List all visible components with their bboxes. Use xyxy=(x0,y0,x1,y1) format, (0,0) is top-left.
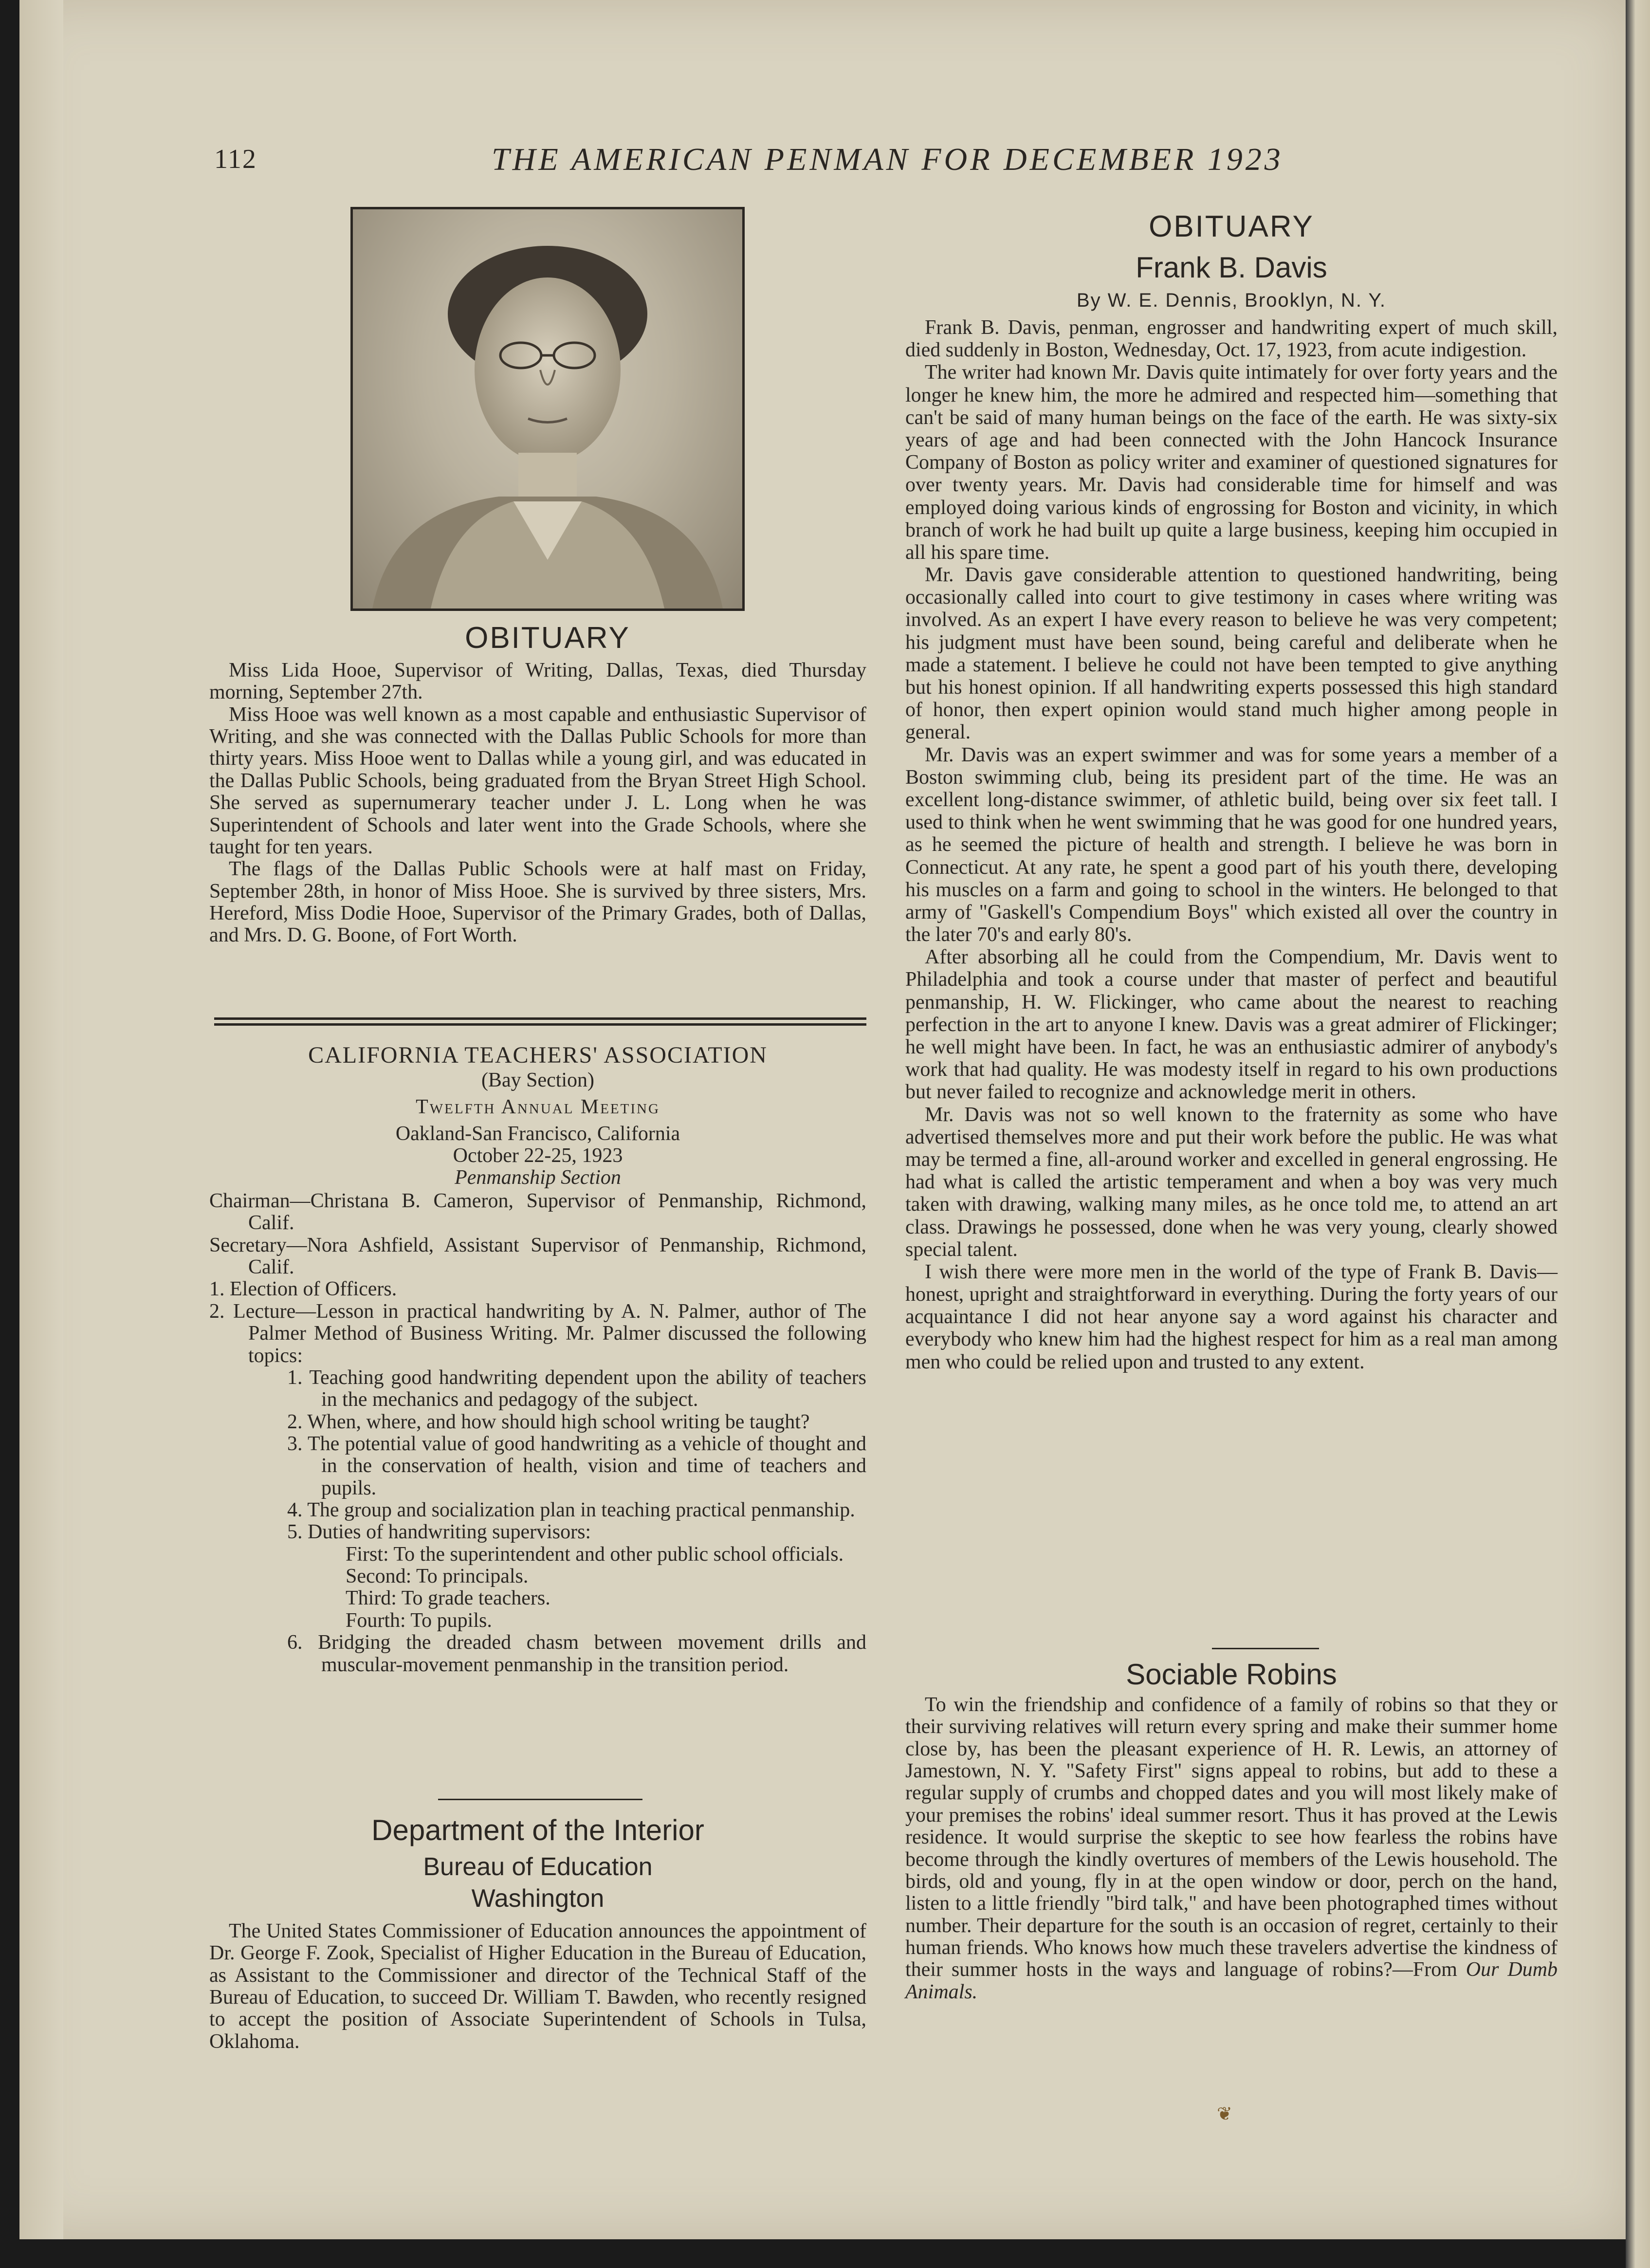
list-item: 2. Lecture—Lesson in practical handwriting by A. N. Palmer, author of The Palmer Method of Business Writing. Mr. Palmer discussed the following topics: xyxy=(209,1300,866,1367)
divider xyxy=(1212,1648,1319,1649)
paragraph: The writer had known Mr. Davis quite intimately for over forty years and the longer he knew him, the more he admired and respected him—something that can't be said of many human beings on the face of the earth. He was sixty-six years of age and had been connected with the John Hancock Insurance Company of Boston as policy writer and examiner of questioned signatures for over twenty years. Mr. Davis had considerable time for himself and was employed doing various kinds of engrossing for Boston and vicinity, in which branch of work he had built up quite a large business, keeping him occupied in all his spare time. xyxy=(905,361,1558,564)
topic-item: 6. Bridging the dreaded chasm between movement drills and muscular-movement penmanship in the transition period. xyxy=(287,1631,866,1676)
duty-item: Second: To principals. xyxy=(346,1565,529,1588)
obituary-davis-name: Frank B. Davis xyxy=(1136,251,1327,284)
obituary-davis-title: OBITUARY xyxy=(1149,210,1314,243)
paragraph: Miss Hooe was well known as a most capable and enthusiastic Supervisor of Writing, and she was connected with the Dallas Public Schools for more than thirty years. Miss Hooe went to Dallas while a young girl, and was educated in the Dallas Public Schools, being graduated from the Bryan Street High School. She served as supernumerary teacher under J. L. Long when he was Superintendent of Schools and later went into the Grade Schools, where she taught for ten years. xyxy=(209,703,866,858)
page-number: 112 xyxy=(214,144,257,174)
interior-bureau: Bureau of Education xyxy=(423,1853,653,1881)
paragraph: Miss Lida Hooe, Supervisor of Writing, Dallas, Texas, died Thursday morning, September 27th. xyxy=(209,659,866,704)
robins-title: Sociable Robins xyxy=(1126,1658,1337,1691)
cta-section: Penmanship Section xyxy=(455,1166,621,1189)
obituary-title: OBITUARY xyxy=(465,621,630,655)
paragraph: Mr. Davis gave considerable attention to questioned handwriting, being occasionally called into court to give testimony in cases where writing was involved. As an expert I have every reason to believe he was very competent; his judgment must have been sound, being careful and deliberate when he made a statement. I believe he could not have been tempted to give anything but his honest opinion. If all handwriting experts possessed this high standard of honor, then expert opinion would stand much higher among people in general. xyxy=(905,564,1558,744)
cta-dates: October 22-25, 1923 xyxy=(453,1144,623,1167)
topic-item: 4. The group and socialization plan in teaching practical penmanship. xyxy=(287,1499,855,1522)
cta-secretary: Secretary—Nora Ashfield, Assistant Supervisor of Penmanship, Richmond, Calif. xyxy=(209,1234,866,1279)
cta-place: Oakland-San Francisco, California xyxy=(395,1123,680,1145)
topic-item: 3. The potential value of good handwriting as a vehicle of thought and in the conservation of health, vision and time of teachers and pupils. xyxy=(287,1432,866,1499)
source-prefix: From xyxy=(1412,1958,1466,1981)
duty-item: Third: To grade teachers. xyxy=(346,1587,550,1610)
paragraph: Mr. Davis was an expert swimmer and was for some years a member of a Boston swimming club, being its president part of the time. He was an excellent long-distance swimmer, of athletic build, being over six feet tall. I used to think when he went swimming that he was good for one hundred years, as he seemed the picture of health and strength. I believe he was born in Connecticut. At any rate, he spent a good part of his youth there, developing his muscles on a farm and going to school in the winters. He belonged to that army of "Gaskell's Compendium Boys" which existed all over the country in the later 70's and early 80's. xyxy=(905,743,1558,946)
obituary-davis-body xyxy=(905,316,1558,1373)
cta-program xyxy=(209,1190,866,1676)
portrait-figure xyxy=(353,209,742,608)
list-item: 1. Election of Officers. xyxy=(209,1278,397,1301)
portrait-photo xyxy=(350,207,745,611)
cta-title: CALIFORNIA TEACHERS' ASSOCIATION xyxy=(308,1042,768,1068)
source-title: Our Dumb Animals. xyxy=(905,1958,1558,2003)
paragraph: The United States Commissioner of Education announces the appointment of Dr. George F. Zook, Specialist of Higher Education in the Bureau of Education, as Assistant to the Commissioner and director of the Technical Staff of the Bureau of Education, to succeed Dr. William T. Bawden, who recently resigned to accept the position of Associate Superintendent of Schools in Tulsa, Oklahoma. xyxy=(209,1920,866,2053)
paragraph: I wish there were more men in the world of the type of Frank B. Davis—honest, upright and straightforward in everything. During the forty years of our acquaintance I did not hear anyone say a word against his character and everybody who knew him had the highest respect for him as a real man among men who could be relied upon and trusted to any extent. xyxy=(905,1260,1558,1373)
robins-text: To win the friendship and confidence of a family of robins so that they or their surviving relatives will return every spring and make their summer home close by, has been the pleasant experience of H. R. Lewis, an attorney of Jamestown, N. Y. "Safety First" signs appeal to robins, but add to these a regular supply of crumbs and chopped dates and you will most likely make of your premises the robins' ideal summer resort. Thus it has proved at the Lewis residence. It would surprise the skeptic to see how fearless the robins have become through the kindly overtures of members of the Lewis household. The birds, old and young, fly in at the open window or door, perch on the hand, listen to a little friendly "bird talk," and have been photographed times without number. Their departure for the south is an occasion of regret, certainly to their human friends. Who knows how much these travelers advertise the kindness of their summer hosts in the ways and language of robins?— xyxy=(905,1694,1558,1981)
topic-item: 2. When, where, and how should high school writing be taught? xyxy=(287,1410,810,1433)
ornament-icon: ❦ xyxy=(1217,2104,1232,2124)
section-divider xyxy=(214,1023,866,1026)
duty-item: Fourth: To pupils. xyxy=(346,1609,492,1632)
paragraph: Mr. Davis was not so well known to the fraternity as some who have advertised themselves more and put their work before the public. He was what may be termed a fine, all-around worker and excelled in general engrossing. He had what is called the artistic temperament and when a boy was very much taken with drawing, walking many miles, as he once told me, to attend an art class. Drawings he possessed, done when he was very young, clearly showed special talent. xyxy=(905,1103,1558,1261)
section-divider xyxy=(214,1017,866,1020)
page-gutter xyxy=(19,0,63,2239)
paragraph xyxy=(905,1694,1558,2003)
divider xyxy=(438,1799,642,1800)
paragraph: Frank B. Davis, penman, engrosser and handwriting expert of much skill, died suddenly in Boston, Wednesday, Oct. 17, 1923, from acute indigestion. xyxy=(905,316,1558,362)
interior-body xyxy=(209,1920,866,2053)
obituary-hooe-body xyxy=(209,660,866,947)
interior-city: Washington xyxy=(471,1884,605,1913)
topic-item: 5. Duties of handwriting supervisors: xyxy=(287,1521,591,1544)
cta-meeting: Twelfth Annual Meeting xyxy=(416,1096,660,1118)
interior-title: Department of the Interior xyxy=(371,1814,704,1846)
paragraph: After absorbing all he could from the Compendium, Mr. Davis went to Philadelphia and took a course under that master of perfect and beautiful penmanship, H. W. Flickinger, who came about the nearest to reaching perfection in the art to anyone I knew. Davis was a great admirer of Flickinger; he well might have been. In fact, he was an enthusiastic admirer of anybody's work that had quality. He was modesty itself in regard to his own productions but never failed to recognize and acknowledge merit in others. xyxy=(905,946,1558,1104)
cta-chairman: Chairman—Christana B. Cameron, Supervisor of Penmanship, Richmond, Calif. xyxy=(209,1190,866,1235)
robins-body xyxy=(905,1694,1558,2003)
paragraph: The flags of the Dallas Public Schools were at half mast on Friday, September 28th, in honor of Miss Hooe. She is survived by three sisters, Mrs. Hereford, Miss Dodie Hooe, Supervisor of the Primary Grades, both of Dallas, and Mrs. D. G. Boone, of Fort Worth. xyxy=(209,858,866,947)
next-page-edge xyxy=(1626,0,1650,2268)
cta-subtitle: (Bay Section) xyxy=(481,1069,595,1091)
byline: By W. E. Dennis, Brooklyn, N. Y. xyxy=(1076,290,1387,311)
running-head: THE AMERICAN PENMAN FOR DECEMBER 1923 xyxy=(492,142,1283,177)
duty-item: First: To the superintendent and other public school officials. xyxy=(346,1543,844,1566)
topic-item: 1. Teaching good handwriting dependent upon the ability of teachers in the mechanics and pedagogy of the subject. xyxy=(287,1366,866,1411)
